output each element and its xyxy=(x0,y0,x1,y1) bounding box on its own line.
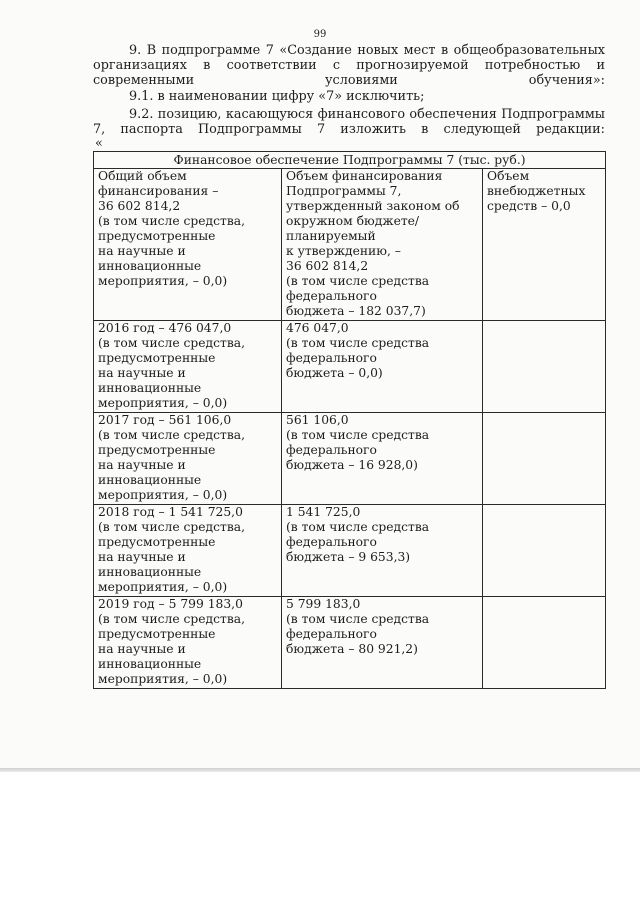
table-row xyxy=(94,505,606,597)
extrabudgetary-cell-text: Объем внебюджетных средств – 0,0 xyxy=(487,169,586,213)
page-bottom-edge xyxy=(0,768,640,772)
financing-table xyxy=(93,151,606,689)
total-financing-cell xyxy=(94,413,282,505)
budget-financing-cell-text: Объем финансирования Подпрограммы 7, утвержденный законом об окружном бюджете/ планируемый к утверждению, – 36 602 814,2 (в том числе средства федерального бюджета – 182 037,7) xyxy=(286,169,460,318)
table-row xyxy=(94,169,606,321)
budget-financing-cell xyxy=(282,597,483,689)
total-financing-cell xyxy=(94,321,282,413)
table-caption: Финансовое обеспечение Подпрограммы 7 (тыс. руб.) xyxy=(94,152,606,169)
budget-financing-cell-text: 561 106,0 (в том числе средства федерального бюджета – 16 928,0) xyxy=(286,413,430,472)
total-financing-cell-text: 2018 год – 1 541 725,0 (в том числе средства, предусмотренные на научные и инновационные мероприятия, – 0,0) xyxy=(98,505,245,594)
extrabudgetary-cell xyxy=(483,597,606,689)
paragraph-9-1: 9.1. в наименовании цифру «7» исключить; xyxy=(129,89,425,104)
budget-financing-cell-text: 5 799 183,0 (в том числе средства федерального бюджета – 80 921,2) xyxy=(286,597,430,656)
extrabudgetary-cell xyxy=(483,321,606,413)
extrabudgetary-cell xyxy=(483,413,606,505)
total-financing-cell-text: 2016 год – 476 047,0 (в том числе средства, предусмотренные на научные и инновационные мероприятия, – 0,0) xyxy=(98,321,245,410)
total-financing-cell-text: Общий объем финансирования – 36 602 814,2 (в том числе средства, предусмотренные на научные и инновационные мероприятия, – 0,0) xyxy=(98,169,245,288)
total-financing-cell xyxy=(94,169,282,321)
table-body xyxy=(94,169,606,689)
budget-financing-cell xyxy=(282,505,483,597)
table-row xyxy=(94,413,606,505)
total-financing-cell xyxy=(94,597,282,689)
opening-quote-mark: « xyxy=(95,136,103,151)
extrabudgetary-cell xyxy=(483,169,606,321)
budget-financing-cell-text: 476 047,0 (в том числе средства федерального бюджета – 0,0) xyxy=(286,321,430,380)
paragraph-9-2: 9.2. позицию, касающуюся финансового обеспечения Подпрограммы 7, паспорта Подпрограммы 7 изложить в следующей редакции: xyxy=(93,107,605,137)
budget-financing-cell xyxy=(282,321,483,413)
total-financing-cell-text: 2019 год – 5 799 183,0 (в том числе средства, предусмотренные на научные и инновационные мероприятия, – 0,0) xyxy=(98,597,245,686)
table-row xyxy=(94,321,606,413)
total-financing-cell-text: 2017 год – 561 106,0 (в том числе средства, предусмотренные на научные и инновационные мероприятия, – 0,0) xyxy=(98,413,245,502)
paragraph-9: 9. В подпрограмме 7 «Создание новых мест в общеобразовательных организациях в соответствии с прогнозируемой потребностью и современными условиями обучения»: xyxy=(93,43,605,88)
budget-financing-cell xyxy=(282,413,483,505)
table-row xyxy=(94,597,606,689)
extrabudgetary-cell xyxy=(483,505,606,597)
total-financing-cell xyxy=(94,505,282,597)
budget-financing-cell xyxy=(282,169,483,321)
page-number: 99 xyxy=(313,29,327,40)
budget-financing-cell-text: 1 541 725,0 (в том числе средства федерального бюджета – 9 653,3) xyxy=(286,505,430,564)
